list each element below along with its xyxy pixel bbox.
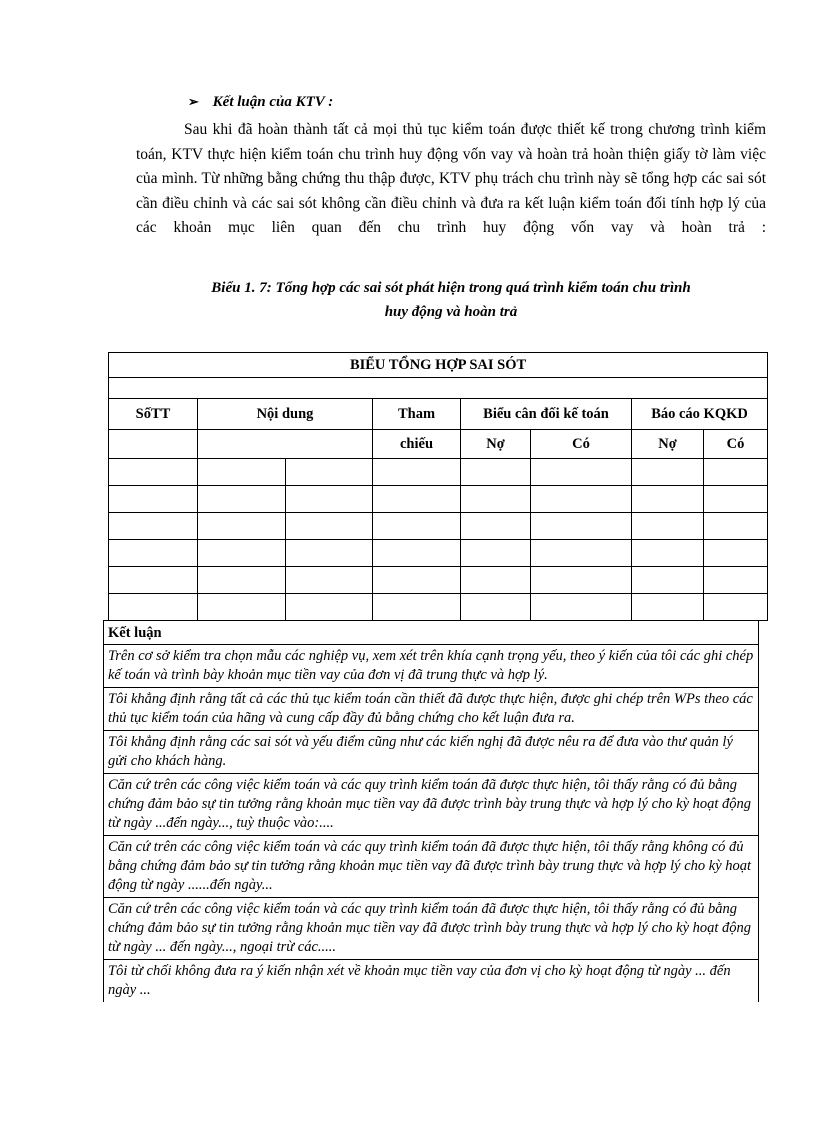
- list-item: [104, 960, 759, 1003]
- list-item: [104, 731, 759, 774]
- table-cell: [109, 486, 198, 513]
- conclusion-item-5: Căn cứ trên các công việc kiểm toán và các quy trình kiểm toán đã được thực hiện, tôi thấy rằng không có đủ bằng chứng đảm bảo sự tin tưởng rằng khoản mục tiền vay đã được trình bày trung thực và hợp lý cho kỳ hoạt động từ ngày ......đến ngày...: [104, 836, 759, 898]
- table-cell: [704, 567, 768, 594]
- caption-line-2: huy động và hoàn trả: [384, 304, 518, 320]
- list-item: [104, 645, 759, 688]
- header-income-report: Báo cáo KQKD: [632, 399, 768, 430]
- table-cell: [198, 486, 286, 513]
- summary-title-row: [109, 353, 768, 378]
- table-cell: [286, 513, 373, 540]
- conclusion-item-6: Căn cứ trên các công việc kiểm toán và các quy trình kiểm toán đã được thực hiện, tôi thấy rằng có đủ bằng chứng đảm bảo sự tin tưởng rằng khoản mục tiền vay đã được trình bày trung thực và hợp lý cho kỳ hoạt động từ ngày ... đến ngày..., ngoại trừ các.....: [104, 898, 759, 960]
- table-row: [109, 540, 768, 567]
- conclusion-title: Kết luận: [104, 621, 759, 645]
- table-cell: [632, 540, 704, 567]
- table-row: [109, 513, 768, 540]
- table-cell: [461, 513, 531, 540]
- error-summary-table: [108, 352, 768, 621]
- table-cell: [286, 459, 373, 486]
- table-cell: [198, 594, 286, 621]
- header-report-credit: Có: [704, 430, 768, 459]
- header-stt: SốTT: [109, 399, 198, 430]
- table-cell: [286, 567, 373, 594]
- header-content: Nội dung: [198, 399, 373, 430]
- table-cell: [531, 459, 632, 486]
- table-cell: [373, 594, 461, 621]
- header-balance-credit: Có: [531, 430, 632, 459]
- table-cell: [286, 540, 373, 567]
- table-cell: [109, 513, 198, 540]
- conclusion-item-7: Tôi từ chối không đưa ra ý kiến nhận xét về khoản mục tiền vay của đơn vị cho kỳ hoạt động từ ngày ... đến ngày ...: [104, 960, 759, 1003]
- header-balance-sheet: Biểu cân đối kế toán: [461, 399, 632, 430]
- conclusion-title-row: [104, 621, 759, 645]
- table-cell: [704, 486, 768, 513]
- table-cell: [632, 459, 704, 486]
- header-reference-bottom: chiếu: [373, 430, 461, 459]
- header-reference-top: Tham: [373, 399, 461, 430]
- table-cell: [704, 594, 768, 621]
- header-balance-debit: Nợ: [461, 430, 531, 459]
- table-cell: [109, 540, 198, 567]
- table-cell: [461, 459, 531, 486]
- table-cell: [198, 540, 286, 567]
- header-stt-blank: [109, 430, 198, 459]
- table-cell: [531, 567, 632, 594]
- table-cell: [632, 486, 704, 513]
- list-item: [104, 688, 759, 731]
- table-cell: [461, 567, 531, 594]
- summary-blank-row: [109, 378, 768, 399]
- table-cell: [531, 540, 632, 567]
- table-cell: [373, 459, 461, 486]
- table-cell: [109, 567, 198, 594]
- table-cell: [632, 513, 704, 540]
- body-paragraph: [136, 118, 766, 241]
- section-heading-text: Kết luận của KTV :: [212, 94, 334, 110]
- figure-caption: [136, 276, 766, 324]
- table-cell: [461, 594, 531, 621]
- body-paragraph-text: Sau khi đã hoàn thành tất cả mọi thủ tục kiểm toán được thiết kế trong chương trình kiểm toán, KTV thực hiện kiểm toán chu trình huy động vốn vay và hoàn trả hoàn thiện giấy tờ làm việc của mình. Từ những bằng chứng thu thập được, KTV phụ trách chu trình này sẽ tổng hợp các sai sót cần điều chỉnh và các sai sót không cần điều chỉnh và đưa ra kết luận kiểm toán đối tính hợp lý của các khoản mục liên quan đến chu trình huy động vốn vay và hoàn trả :: [136, 121, 766, 237]
- arrow-bullet-icon: ➢: [188, 94, 199, 109]
- table-cell: [632, 567, 704, 594]
- conclusion-table: [103, 620, 759, 1002]
- header-report-debit: Nợ: [632, 430, 704, 459]
- summary-header-row-2: [109, 430, 768, 459]
- table-cell: [373, 513, 461, 540]
- table-cell: [373, 540, 461, 567]
- table-row: [109, 567, 768, 594]
- header-content-blank: [198, 430, 373, 459]
- table-cell: [461, 486, 531, 513]
- table-cell: [531, 594, 632, 621]
- table-cell: [373, 567, 461, 594]
- table-cell: [109, 459, 198, 486]
- caption-line-1: Biểu 1. 7: Tổng hợp các sai sót phát hiện trong quá trình kiểm toán chu trình: [211, 280, 691, 296]
- section-heading: [188, 94, 333, 111]
- table-cell: [461, 540, 531, 567]
- conclusion-item-4: Căn cứ trên các công việc kiểm toán và các quy trình kiểm toán đã được thực hiện, tôi thấy rằng có đủ bằng chứng đảm bảo sự tin tưởng rằng khoản mục tiền vay đã được trình bày trung thực và hợp lý cho kỳ hoạt động từ ngày ...đến ngày..., tuỳ thuộc vào:....: [104, 774, 759, 836]
- list-item: [104, 836, 759, 898]
- table-cell: [286, 486, 373, 513]
- summary-blank-cell: [109, 378, 768, 399]
- table-cell: [531, 513, 632, 540]
- table-row: [109, 459, 768, 486]
- summary-table-title: BIỂU TỔNG HỢP SAI SÓT: [109, 353, 768, 378]
- conclusion-item-1: Trên cơ sở kiểm tra chọn mẫu các nghiệp vụ, xem xét trên khía cạnh trọng yếu, theo ý kiến của tôi các ghi chép kế toán và trình bày khoản mục tiền vay của đơn vị đã trung thực và hợp lý.: [104, 645, 759, 688]
- table-cell: [704, 513, 768, 540]
- table-row: [109, 486, 768, 513]
- table-cell: [704, 540, 768, 567]
- list-item: [104, 774, 759, 836]
- table-cell: [373, 486, 461, 513]
- table-cell: [198, 513, 286, 540]
- table-row: [109, 594, 768, 621]
- summary-header-row-1: [109, 399, 768, 430]
- table-cell: [632, 594, 704, 621]
- table-cell: [198, 459, 286, 486]
- conclusion-item-3: Tôi khẳng định rằng các sai sót và yếu điểm cũng như các kiến nghị đã được nêu ra để đưa vào thư quản lý gửi cho khách hàng.: [104, 731, 759, 774]
- conclusion-item-2: Tôi khẳng định rằng tất cả các thủ tục kiểm toán cần thiết đã được thực hiện, được ghi chép trên WPs theo các thủ tục kiểm toán của hãng và cung cấp đầy đủ bằng chứng cho kết luận đưa ra.: [104, 688, 759, 731]
- table-cell: [286, 594, 373, 621]
- table-cell: [704, 459, 768, 486]
- table-cell: [531, 486, 632, 513]
- table-cell: [198, 567, 286, 594]
- list-item: [104, 898, 759, 960]
- table-cell: [109, 594, 198, 621]
